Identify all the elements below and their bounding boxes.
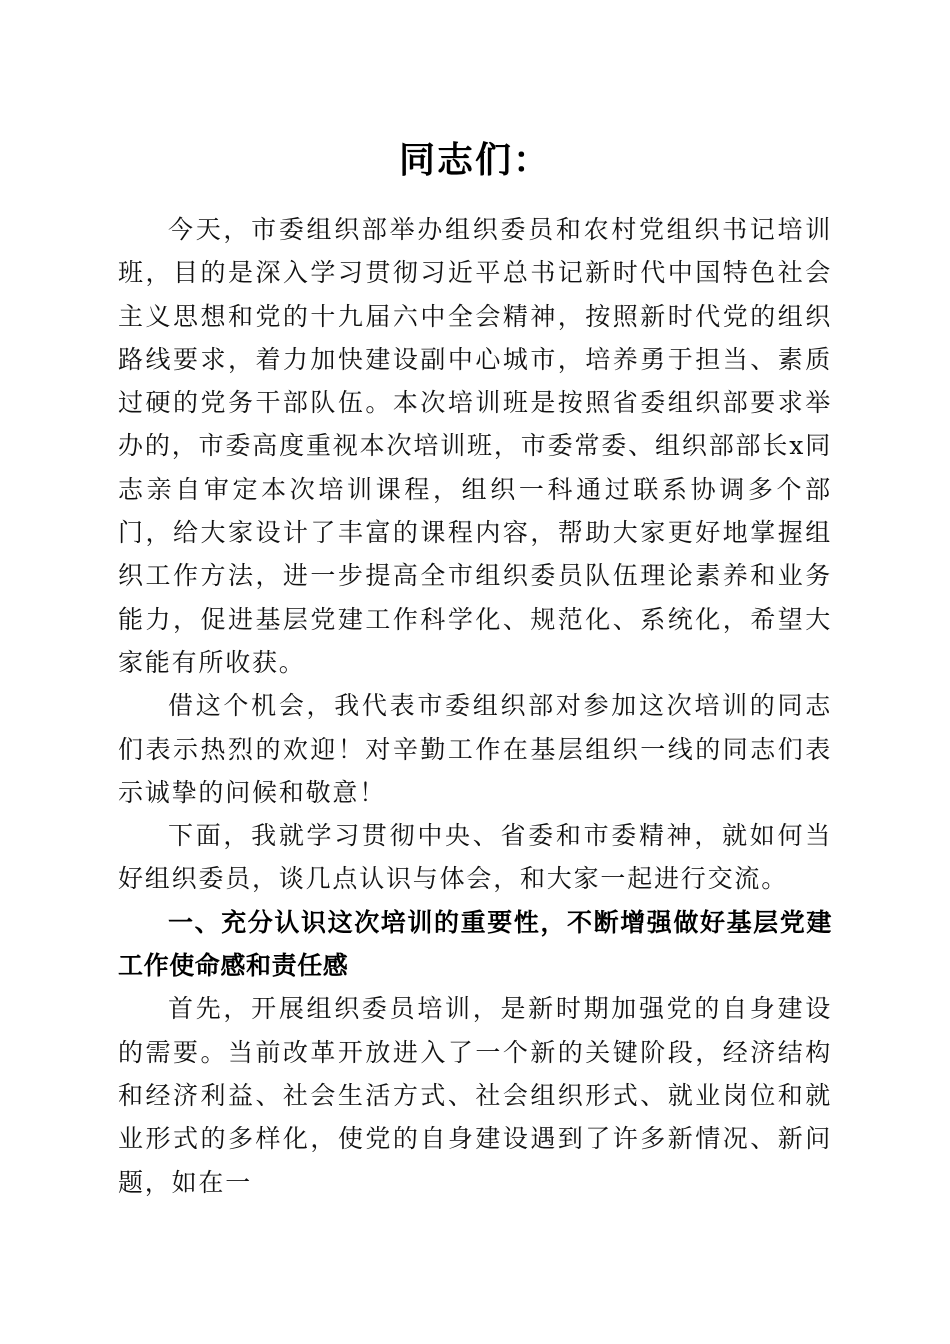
paragraph-outline: 下面，我就学习贯彻中央、省委和市委精神，就如何当好组织委员，谈几点认识与体会，和大家一起进行交流。 [118,821,832,894]
document-body [118,208,832,1204]
paragraph-welcome: 借这个机会，我代表市委组织部对参加这次培训的同志们表示热烈的欢迎！对辛勤工作在基层组织一线的同志们表示诚挚的问候和敬意！ [118,691,832,807]
paragraph-intro: 今天，市委组织部举办组织委员和农村党组织书记培训班，目的是深入学习贯彻习近平总书记新时代中国特色社会主义思想和党的十九届六中全会精神，按照新时代党的组织路线要求，着力加快建设副中心城市，培养勇于担当、素质过硬的党务干部队伍。本次培训班是按照省委组织部要求举办的，市委高度重视本次培训班，市委常委、组织部部长x同志亲自审定本次培训课程，组织一科通过联系协调多个部门，给大家设计了丰富的课程内容，帮助大家更好地掌握组织工作方法，进一步提高全市组织委员队伍理论素养和业务能力，促进基层党建工作科学化、规范化、系统化，希望大家能有所收获。 [118,215,832,677]
paragraph-section-1: 首先，开展组织委员培训，是新时期加强党的自身建设的需要。当前改革开放进入了一个新的关键阶段，经济结构和经济利益、社会生活方式、社会组织形式、就业岗位和就业形式的多样化，使党的自身建设遇到了许多新情况、新问题，如在一 [118,994,832,1197]
page-title: 同志们： [398,139,551,181]
section-heading: 一、充分认识这次培训的重要性，不断增强做好基层党建工作使命感和责任感 [118,907,832,981]
